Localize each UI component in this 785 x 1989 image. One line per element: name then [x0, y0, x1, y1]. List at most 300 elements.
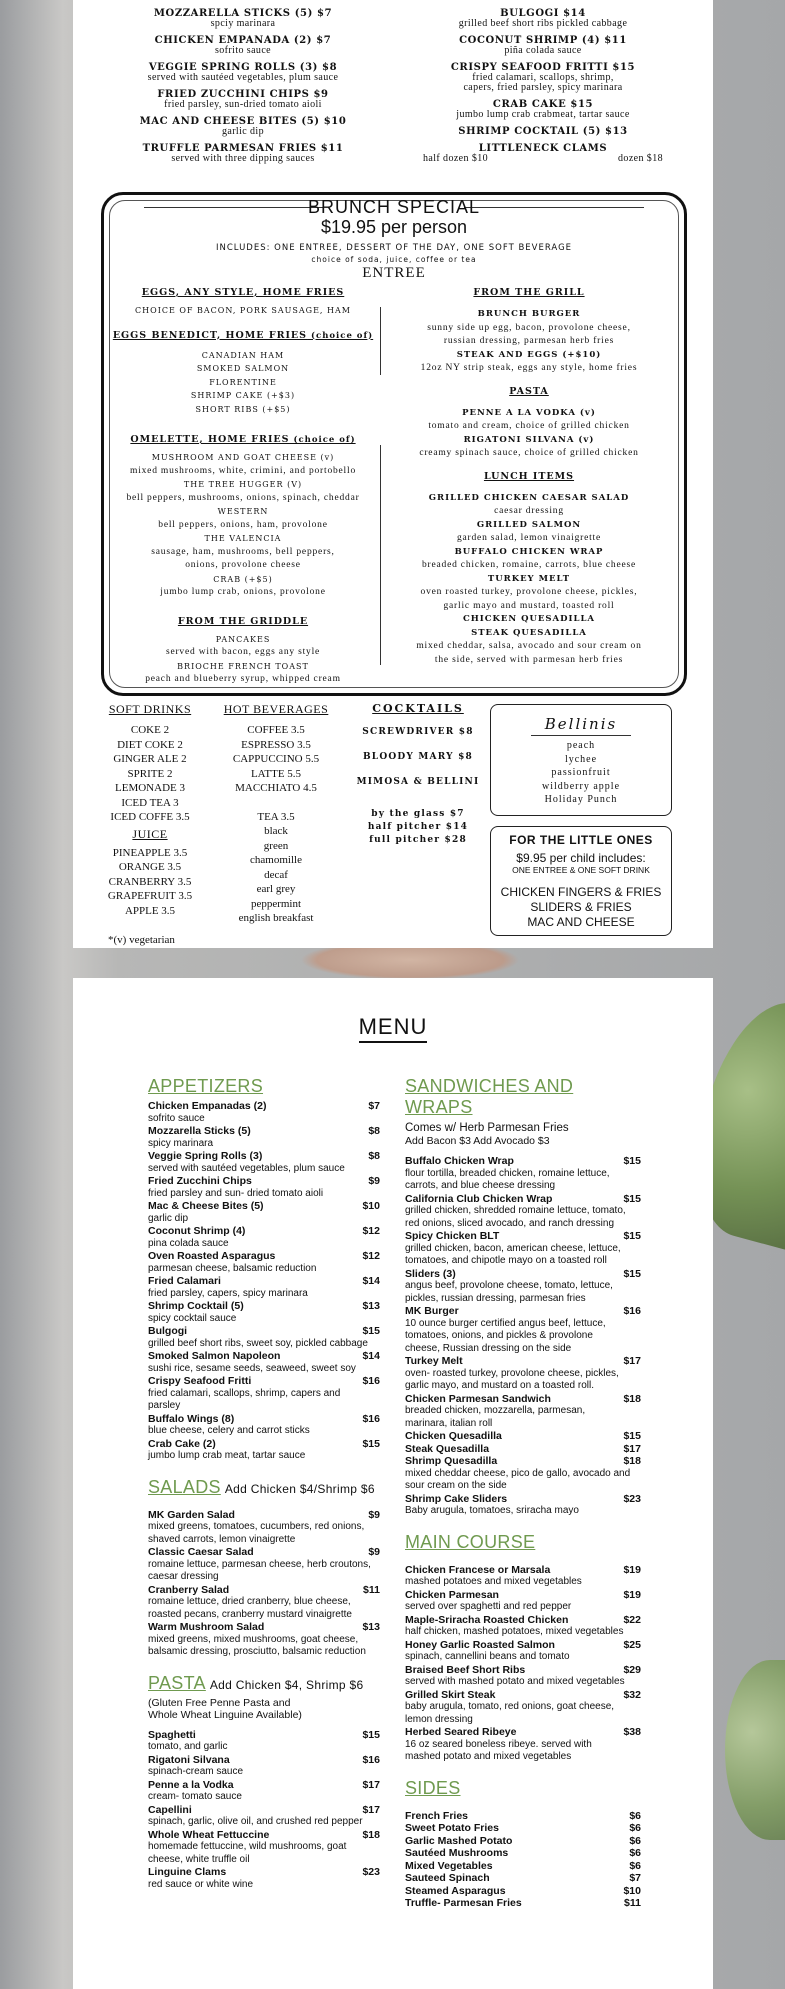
column-divider: [380, 307, 381, 375]
menu-item-desc: 10 ounce burger certified angus beef, lettuce,: [405, 1317, 606, 1329]
menu-item-name: Cranberry Salad: [148, 1583, 230, 1596]
menu-item-price: $10: [362, 1200, 380, 1212]
menu-item-price: $13: [362, 1300, 380, 1312]
dish-name: GRILLED CHICKEN CAESAR SALAD: [428, 492, 630, 503]
dish-desc: garlic mayo and mustard, toasted roll: [443, 600, 615, 611]
menu-item-desc: garlic dip: [148, 1212, 189, 1224]
dish-desc: russian dressing, parmesan herb fries: [443, 336, 615, 346]
menu-item-desc: cream- tomato sauce: [148, 1791, 242, 1802]
menu-item-name: Buffalo Wings (8): [148, 1412, 235, 1425]
dish-desc: sausage, ham, mushrooms, bell peppers,: [151, 546, 335, 557]
menu-item-row: [405, 1860, 641, 1873]
menu-item-row: [148, 1175, 380, 1188]
menu-item-row: [148, 1729, 380, 1742]
menu-item-name: Chicken Parmesan Sandwich: [405, 1392, 551, 1405]
menu-item-name: Steamed Asparagus: [405, 1884, 506, 1897]
menu-item-name: Braised Beef Short Ribs: [405, 1663, 526, 1676]
omelette-list: [112, 451, 374, 600]
menu-item-price: $15: [362, 1728, 380, 1741]
kids-price: $9.95 per child includes:: [516, 851, 646, 865]
menu-right-column: [405, 1076, 641, 1910]
menu-item-row: [405, 1726, 641, 1739]
pasta-brunch-list: [384, 407, 674, 461]
salads-heading: SALADS Add Chicken $4/Shrimp $6: [148, 1476, 375, 1497]
kids-includes: ONE ENTREE & ONE SOFT DRINK: [512, 865, 650, 875]
appetizer-column-right: [393, 8, 693, 170]
menu-item-row: [405, 1835, 641, 1848]
menu-item-desc: angus beef, provolone cheese, tomato, lettuce,: [405, 1280, 613, 1291]
brunch-includes-note: choice of soda, juice, coffee or tea: [311, 255, 477, 264]
menu-item-name: MOZZARELLA STICKS (5) $7: [153, 8, 333, 19]
menu-item-price: $11: [624, 1897, 641, 1909]
menu-item-row: [148, 1546, 380, 1559]
menu-item-desc: parmesan cheese, balsamic reduction: [148, 1262, 317, 1274]
dish-name: MUSHROOM AND GOAT CHEESE (v): [151, 453, 335, 462]
menu-item-desc: red onions, sliced avocado, and ranch dressing: [405, 1217, 615, 1229]
menu-item-row: [148, 1779, 380, 1792]
dish-desc: peach and blueberry syrup, whipped cream: [145, 674, 341, 684]
drink-item: COKE 2: [130, 724, 170, 736]
menu-item-name: Chicken Francese or Marsala: [405, 1563, 551, 1576]
menu-item-price: $9: [368, 1508, 380, 1521]
menu-item-price: $23: [623, 1492, 641, 1505]
menu-item-desc: served with mashed potato and mixed vegetables: [405, 1676, 625, 1687]
menu-item-price: $14: [362, 1275, 380, 1287]
drink-item: ICED COFFE 3.5: [110, 811, 190, 823]
menu-item-price: $15: [623, 1192, 641, 1205]
menu-item-desc: oven- roasted turkey, provolone cheese, pickles,: [405, 1367, 619, 1379]
brunch-price: $19.95 per person: [320, 217, 468, 237]
dish-name: THE VALENCIA: [204, 534, 282, 543]
menu-item-desc: fried parsley, capers, spicy marinara: [148, 1287, 308, 1299]
dish-name: RIGATONI SILVANA (v): [463, 434, 595, 445]
pitcher-price: by the glass $7: [371, 809, 465, 819]
menu-item: [93, 116, 393, 137]
menu-item-name: Spaghetti: [148, 1728, 196, 1741]
drink-item: PINEAPPLE 3.5: [112, 846, 188, 859]
drink-item: DIET COKE 2: [117, 738, 183, 751]
grill-list: [384, 308, 674, 376]
menu-item: [93, 35, 393, 56]
dish-desc: 12oz NY strip steak, eggs any style, home fries: [420, 363, 638, 373]
dish-name: GRILLED SALMON: [476, 519, 582, 530]
menu-item-name: Fried Calamari: [148, 1275, 221, 1287]
menu-item: [393, 99, 693, 120]
menu-item-name: Maple-Sriracha Roasted Chicken: [405, 1613, 569, 1626]
menu-item-desc: spicy cocktail sauce: [148, 1312, 237, 1324]
griddle-list: [112, 633, 374, 687]
drink-item: ORANGE 3.5: [118, 861, 182, 873]
menu-item-desc: mashed potato and mixed vegetables: [405, 1751, 572, 1762]
omelette-heading: OMELETTE, HOME FRIES (choice of): [130, 434, 356, 445]
brunch-left-column: [112, 283, 374, 687]
bellinis-list: [491, 739, 671, 807]
menu-item-name: COCONUT SHRIMP (4) $11: [459, 35, 627, 46]
dish-desc: breaded chicken, romaine, carrots, blue cheese: [421, 560, 637, 570]
menu-item-name: California Club Chicken Wrap: [405, 1192, 553, 1205]
menu-item-price: $32: [623, 1688, 641, 1701]
menu-item-price: $6: [629, 1834, 641, 1847]
menu-item-desc: mixed cheddar cheese, pico de gallo, avocado and: [405, 1467, 631, 1479]
menu-item-price: $17: [362, 1803, 380, 1816]
tea-item: earl grey: [256, 883, 296, 895]
menu-item-row: [148, 1350, 380, 1363]
menu-item-price: $25: [623, 1638, 641, 1651]
grill-heading: FROM THE GRILL: [473, 287, 585, 298]
menu-item-price: $15: [623, 1267, 641, 1280]
menu-item-desc: served with sautéed vegetables, plum sauce: [148, 1162, 345, 1174]
lunch-heading: LUNCH ITEMS: [483, 470, 575, 482]
menu-item-price: $9: [368, 1546, 380, 1558]
menu-item-name: Sautéed Mushrooms: [405, 1847, 509, 1859]
tea-list: [213, 810, 339, 926]
menu-item-price: $15: [362, 1325, 380, 1337]
dish-desc: sunny side up egg, bacon, provolone cheese,: [427, 322, 631, 333]
dish-desc: the side, served with parmesan herb fries: [434, 654, 624, 665]
menu-item-price: $12: [362, 1225, 380, 1237]
menu-item-name: Bulgogi: [148, 1325, 188, 1337]
menu-item-name: Sweet Potato Fries: [405, 1822, 499, 1834]
appetizers-top: [73, 0, 713, 180]
menu-item-desc: pickles, russian dressing, parmesan fries: [405, 1292, 586, 1304]
menu-item-desc: served over spaghetti and red pepper: [405, 1601, 572, 1612]
menu-item-name: Honey Garlic Roasted Salmon: [405, 1638, 555, 1651]
dish-name: STEAK QUESADILLA: [471, 627, 587, 638]
menu-item-desc: served with sautéed vegetables, plum sauce: [147, 72, 339, 83]
menu-item-name: Herbed Seared Ribeye: [405, 1726, 517, 1738]
griddle-heading: FROM THE GRIDDLE: [177, 615, 309, 627]
sandwiches-note: Comes w/ Herb Parmesan Fries: [405, 1122, 569, 1134]
kids-item: MAC AND CHEESE: [527, 915, 635, 929]
menu-item-desc: jumbo lump crab meat, tartar sauce: [148, 1450, 306, 1461]
menu-item-row: [405, 1493, 641, 1506]
menu-item-name: Steak Quesadilla: [405, 1442, 490, 1455]
menu-item-desc: jumbo lump crab crabmeat, tartar sauce: [456, 109, 630, 120]
menu-item-name: Crispy Seafood Fritti: [148, 1375, 252, 1387]
drink-item: APPLE 3.5: [124, 904, 176, 917]
main-course-heading: MAIN COURSE: [405, 1531, 536, 1552]
soft-drinks-heading: SOFT DRINKS: [108, 702, 192, 716]
tea-item: black: [264, 825, 288, 837]
menu-item-row: [405, 1810, 641, 1823]
dish-desc: caesar dressing: [494, 506, 564, 516]
menu-item-name: Mac & Cheese Bites (5): [148, 1200, 264, 1212]
menu-item-price: $19: [623, 1563, 641, 1576]
menu-item-price: $11: [363, 1583, 380, 1596]
menu-item-row: [405, 1155, 641, 1168]
dish-name: WESTERN: [217, 507, 269, 516]
menu-item-name: MK Garden Salad: [148, 1508, 235, 1521]
kids-heading: FOR THE LITTLE ONES: [509, 833, 653, 847]
drink-item: MACCHIATO 4.5: [235, 782, 317, 794]
menu-item-price: $7: [368, 1100, 380, 1112]
kids-box: [490, 826, 672, 936]
menu-item-desc: tomatoes, and chipotle mayo on a toasted roll: [405, 1255, 607, 1266]
drink-item: LATTE 5.5: [250, 767, 302, 780]
menu-item-row: [148, 1621, 380, 1634]
appetizer-column-left: [93, 8, 393, 170]
menu-item-row: [148, 1754, 380, 1767]
menu-item-row: [148, 1275, 380, 1288]
menu-item-price: $38: [623, 1726, 641, 1738]
benedict-option: SHORT RIBS (+$5): [195, 404, 291, 414]
menu-item-row: [405, 1885, 641, 1898]
menu-item-price: $15: [623, 1230, 641, 1242]
menu-item-price: $6: [629, 1809, 641, 1822]
menu-item-desc: cheese, Russian dressing on the side: [405, 1342, 572, 1354]
menu-item-desc: cheese, white truffle oil: [148, 1853, 250, 1865]
column-divider-lower: [380, 445, 381, 665]
menu-item-price: $12: [362, 1250, 380, 1262]
menu-item-name: Veggie Spring Rolls (3): [148, 1150, 263, 1162]
menu-item-name: Shrimp Quesadilla: [405, 1455, 498, 1467]
menu-item-desc: 16 oz seared boneless ribeye. served with: [405, 1738, 592, 1750]
dish-desc: bell peppers, onions, ham, provolone: [158, 519, 328, 530]
menu-item-desc: tomato, and garlic: [148, 1741, 228, 1752]
menu-item-desc: fried calamari, scallops, shrimp, capers and: [148, 1387, 341, 1399]
menu-item-name: Classic Caesar Salad: [148, 1546, 254, 1558]
menu-item-desc: tomatoes, onions, and pickles & provolone: [405, 1330, 593, 1341]
menu-item: [93, 89, 393, 110]
menu-item-desc: spicy marinara: [148, 1137, 214, 1149]
menu-item-name: Linguine Clams: [148, 1866, 227, 1878]
menu-item-name: BULGOGI $14: [500, 8, 586, 19]
menu-item-name: Coconut Shrimp (4): [148, 1225, 246, 1237]
menu-item-row: [148, 1375, 380, 1388]
bellinis-rule: [531, 735, 631, 736]
menu-item-name: Warm Mushroom Salad: [148, 1621, 265, 1633]
bellinis-box: [490, 704, 672, 816]
pitcher-price: full pitcher $28: [369, 835, 467, 845]
price-half: half dozen $10: [423, 153, 489, 164]
menu-item-desc: fried parsley, sun-dried tomato aioli: [164, 99, 322, 110]
dish-desc: onions, provolone cheese: [185, 560, 301, 570]
menu-item-price: $19: [623, 1588, 641, 1601]
kids-item: SLIDERS & FRIES: [530, 900, 632, 914]
menu-item-name: French Fries: [405, 1809, 469, 1822]
menu-item-row: [405, 1822, 641, 1835]
dish-name: TURKEY MELT: [487, 573, 571, 584]
tea-item: decaf: [264, 868, 288, 881]
dish-name: BRIOCHE FRENCH TOAST: [177, 661, 309, 671]
drinks-section: [73, 702, 713, 948]
benedict-option: CANADIAN HAM: [201, 350, 285, 360]
menu-item-price: $29: [623, 1663, 641, 1676]
drink-item: GRAPEFRUIT 3.5: [107, 890, 193, 902]
menu-item-name: CHICKEN EMPANADA (2) $7: [154, 35, 332, 46]
menu-item-row: [405, 1847, 641, 1860]
menu-item-name: Mixed Vegetables: [405, 1859, 493, 1872]
soft-drinks-column: [87, 702, 213, 918]
menu-item: [393, 126, 693, 137]
menu-item-desc-2: capers, fried parsley, spicy marinara: [463, 82, 623, 93]
pitcher-price: half pitcher $14: [367, 822, 469, 832]
menu-item-row: [148, 1125, 380, 1138]
menu-item-name: Shrimp Cocktail (5): [148, 1300, 244, 1312]
menu-item-row: [405, 1897, 641, 1910]
menu-item-price: $23: [362, 1866, 380, 1878]
cocktail-item: MIMOSA & BELLINI: [356, 777, 480, 787]
menu-item-name: Crab Cake (2): [148, 1437, 216, 1450]
benedict-option: SMOKED SALMON: [196, 364, 290, 373]
dish-desc: served with bacon, eggs any style: [165, 647, 321, 657]
menu-item-desc: roasted pecans, cranberry mustard vinaigrette: [148, 1608, 352, 1620]
bellini-flavor: peach: [566, 740, 596, 751]
menu-item-desc: spciy marinara: [210, 18, 276, 29]
brunch-includes: INCLUDES: ONE ENTREE, DESSERT OF THE DAY, ONE SOFT BEVERAGE: [215, 243, 573, 253]
menu-item-name: LITTLENECK CLAMS: [478, 143, 608, 154]
menu-item-row: [148, 1100, 380, 1113]
hot-beverages-heading: HOT BEVERAGES: [223, 702, 329, 716]
menu-item-price: $6: [629, 1822, 641, 1834]
menu-item-price: $10: [623, 1884, 641, 1897]
menu-item-price: $14: [362, 1350, 380, 1362]
juice-heading: JUICE: [132, 826, 168, 841]
menu-item-desc: spinach-cream sauce: [148, 1766, 244, 1777]
tea-item: english breakfast: [238, 912, 314, 924]
menu-item-row: [405, 1268, 641, 1281]
menu-item-name: Turkey Melt: [405, 1355, 463, 1367]
menu-item-name: Truffle- Parmesan Fries: [405, 1897, 522, 1909]
menu-item-row: [405, 1455, 641, 1468]
drink-item: COFFEE 3.5: [247, 724, 305, 736]
drink-item: ICED TEA 3: [121, 796, 179, 809]
menu-item: [393, 62, 693, 93]
menu-item-desc: carrots, and blue cheese dressing: [405, 1180, 556, 1191]
menu-item-name: Garlic Mashed Potato: [405, 1834, 513, 1847]
sandwiches-heading: SANDWICHES AND WRAPS: [405, 1076, 574, 1117]
drink-item: SPRITE 2: [127, 767, 173, 780]
tea-item: green: [263, 839, 289, 852]
menu-item-desc: mixed greens, mixed mushrooms, goat cheese,: [148, 1633, 359, 1645]
menu-item-desc: shaved carrots, lemon vinaigrette: [148, 1533, 296, 1545]
cocktails-column: [343, 702, 493, 847]
menu-item-name: Whole Wheat Fettuccine: [148, 1828, 270, 1841]
menu-item-row: [405, 1564, 641, 1577]
menu-item-row: [405, 1305, 641, 1318]
dish-name: BUFFALO CHICKEN WRAP: [454, 546, 604, 557]
soft-drinks-list: [87, 723, 213, 825]
menu-item-name: Fried Zucchini Chips: [148, 1175, 252, 1187]
benedict-option: FLORENTINE: [209, 377, 277, 387]
menu-item-price: $16: [623, 1305, 641, 1317]
dish-desc: bell peppers, mushrooms, onions, spinach, cheddar: [126, 492, 360, 503]
menu-item-desc: lemon dressing: [405, 1713, 473, 1725]
menu-item-name: MK Burger: [405, 1305, 459, 1317]
menu-item-price: $8: [368, 1125, 380, 1137]
menu-item-desc: sofrito sauce: [214, 45, 271, 56]
appetizers-list: [148, 1100, 380, 1463]
menu-item-row: [148, 1804, 380, 1817]
bellinis-heading: Bellinis: [544, 715, 618, 733]
menu-item-row: [148, 1225, 380, 1238]
menu-item-prices: [393, 154, 693, 164]
menu-item-desc: grilled chicken, bacon, american cheese, lettuce,: [405, 1242, 621, 1254]
menu-item-name: Grilled Skirt Steak: [405, 1688, 496, 1701]
menu-item-row: [148, 1829, 380, 1842]
menu-item-name: Mozzarella Sticks (5): [148, 1125, 251, 1137]
menu-item-desc: fried parsley and sun- dried tomato aioli: [148, 1187, 324, 1199]
pasta-heading: PASTA Add Chicken $4, Shrimp $6: [148, 1672, 364, 1693]
menu-item-desc: spinach, garlic, olive oil, and crushed red pepper: [148, 1816, 363, 1827]
menu-item-price: $9: [368, 1175, 380, 1187]
menu-item-name: Rigatoni Silvana: [148, 1753, 230, 1766]
drink-item: ESPRESSO 3.5: [241, 738, 311, 751]
dish-name: PENNE A LA VODKA (v): [462, 407, 596, 418]
appetizers-heading: APPETIZERS: [148, 1076, 264, 1096]
menu-item-desc: romaine lettuce, dried cranberry, blue cheese,: [148, 1596, 351, 1607]
menu-item-name: Smoked Salmon Napoleon: [148, 1350, 281, 1362]
menu-item-desc: sour cream on the side: [405, 1480, 507, 1491]
menu-item-row: [148, 1438, 380, 1451]
hot-beverages-list: [213, 723, 339, 796]
pitcher-list: [343, 808, 493, 847]
eggs-benedict-heading: EGGS BENEDICT, HOME FRIES (choice of): [112, 329, 374, 341]
menu-item-row: [405, 1872, 641, 1885]
brunch-right-column: [384, 283, 674, 667]
menu-item-price: $17: [623, 1442, 641, 1455]
menu-item: [393, 8, 693, 29]
pasta-note: (Gluten Free Penne Pasta and: [148, 1696, 291, 1709]
menu-item-price: $18: [623, 1392, 641, 1405]
menu-item-name: Buffalo Chicken Wrap: [405, 1155, 514, 1167]
dish-desc: mixed mushrooms, white, crimini, and portobello: [130, 465, 356, 476]
drink-item: CRANBERRY 3.5: [108, 875, 192, 888]
menu-item-row: [148, 1866, 380, 1879]
menu-item-price: $22: [623, 1613, 641, 1626]
sandwiches-list: [405, 1155, 641, 1518]
menu-item-name: Chicken Empanadas (2): [148, 1100, 267, 1112]
menu-item-desc: marinara, italian roll: [405, 1417, 493, 1429]
menu-item-row: [405, 1193, 641, 1206]
sandwiches-addons: Add Bacon $3 Add Avocado $3: [405, 1135, 550, 1147]
menu-item-price: $6: [629, 1859, 641, 1872]
menu-item-desc: spinach, cannellini beans and tomato: [405, 1651, 570, 1662]
vegetarian-note: *(v) vegetarian: [108, 934, 175, 946]
menu-item-desc: served with three dipping sauces: [171, 153, 315, 164]
main-course-list: [405, 1564, 641, 1764]
menu-page-brunch: [73, 0, 713, 948]
menu-item-name: Penne a la Vodka: [148, 1778, 234, 1791]
menu-item-desc: parsley: [148, 1400, 181, 1411]
menu-item-price: $17: [623, 1355, 641, 1367]
menu-item-desc: romaine lettuce, parmesan cheese, herb croutons,: [148, 1558, 371, 1570]
brunch-title: BRUNCH SPECIAL: [307, 197, 481, 217]
menu-item-name: VEGGIE SPRING ROLLS (3) $8: [148, 62, 338, 73]
menu-item-row: [405, 1639, 641, 1652]
juice-list: [87, 846, 213, 919]
menu-item-price: $16: [362, 1753, 380, 1766]
menu-item-row: [148, 1325, 380, 1338]
menu-item-desc: sushi rice, sesame seeds, seaweed, sweet soy: [148, 1362, 356, 1374]
menu-item-desc: blue cheese, celery and carrot sticks: [148, 1425, 310, 1436]
menu-item-row: [148, 1150, 380, 1163]
menu-item-desc: piña colada sauce: [504, 45, 582, 56]
tea-item: chamomille: [250, 854, 302, 866]
menu-item-name: MAC AND CHEESE BITES (5) $10: [139, 116, 347, 127]
kids-list: [491, 885, 671, 930]
dish-name: BRUNCH BURGER: [477, 309, 581, 319]
bellini-flavor: passionfruit: [551, 767, 611, 778]
menu-item-row: [405, 1355, 641, 1368]
tea-item: TEA 3.5: [257, 810, 295, 823]
menu-item-desc: grilled chicken, shredded romaine lettuce, tomato,: [405, 1205, 626, 1216]
menu-item-name: SHRIMP COCKTAIL (5) $13: [458, 126, 628, 137]
menu-item-desc: red sauce or white wine: [148, 1878, 254, 1890]
bellini-flavor: Holiday Punch: [544, 794, 618, 805]
cocktails-heading: COCKTAILS: [372, 702, 464, 715]
price-full: dozen $18: [618, 153, 663, 164]
